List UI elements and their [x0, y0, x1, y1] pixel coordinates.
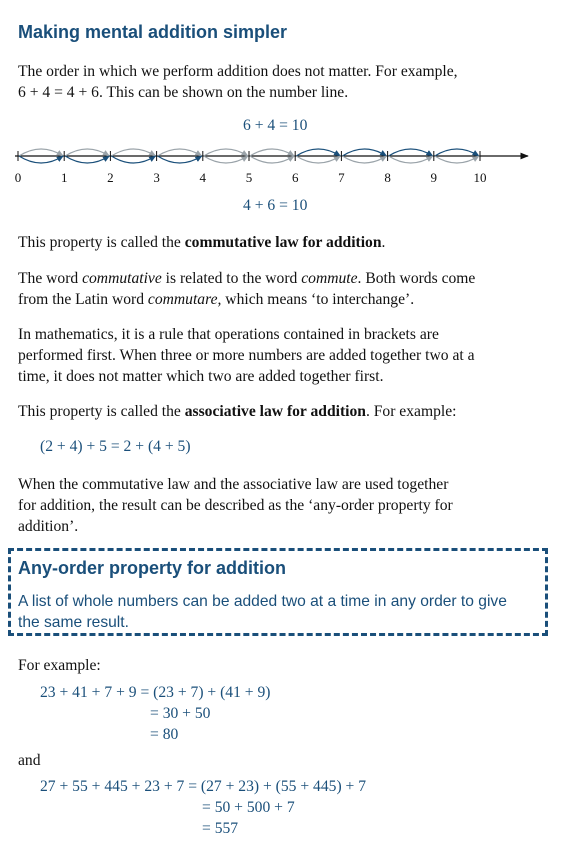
example2-line-1: 27 + 55 + 445 + 23 + 7 = (27 + 23) + (55 + 445) + 7 [40, 778, 367, 795]
and-word: and [18, 752, 41, 769]
associative-prefix: This property is called the [18, 403, 185, 420]
tick-label: 7 [338, 170, 345, 185]
page-title: Making mental addition simpler [18, 22, 288, 42]
commutative-prefix: This property is called the [18, 234, 185, 251]
example1-line-2: = 30 + 50 [150, 705, 211, 722]
associative-sentence [18, 401, 548, 422]
tick-label: 1 [60, 170, 68, 185]
example1-line-1: 23 + 41 + 7 + 9 = (23 + 7) + (41 + 9) [40, 684, 271, 701]
tick-label: 9 [430, 170, 438, 185]
hop-arrow-6 [342, 156, 386, 163]
any-order-line-2: for addition, the result can be described as the ‘any-order property for [18, 497, 453, 514]
definition-line-2: the same result. [18, 614, 129, 631]
number-line-diagram [0, 138, 571, 193]
hop-arrow-4 [389, 149, 433, 156]
definition-text [18, 591, 507, 633]
hop-arrow-6 [250, 149, 294, 156]
etymology-text: The word [18, 270, 83, 287]
tick-label: 0 [14, 170, 22, 185]
hop-arrow-6 [204, 149, 248, 156]
hop-arrow-6 [65, 149, 109, 156]
intro-line-1: The order in which we perform addition does not matter. For example, [18, 63, 458, 80]
etymology-paragraph [18, 268, 548, 310]
definition-box [8, 548, 548, 636]
hop-arrow-4 [111, 156, 155, 163]
any-order-paragraph [18, 474, 548, 537]
any-order-line-1: When the commutative law and the associative law are used together [18, 476, 449, 493]
commutative-term: commutative law for addition [184, 234, 382, 251]
number-line-bottom-equation: 4 + 6 = 10 [243, 197, 308, 214]
brackets-line-3: time, it does not matter which two are added together first. [18, 368, 384, 385]
etymology-text: . Both words come [357, 270, 476, 287]
example2-line-3: = 557 [202, 820, 239, 837]
definition-title: Any-order property for addition [18, 558, 287, 578]
hop-arrow-6 [435, 156, 479, 163]
hop-arrow-4 [19, 156, 63, 163]
for-example-label: For example: [18, 657, 101, 674]
example1-line-3: = 80 [150, 726, 179, 743]
tick-label: 2 [107, 170, 114, 185]
tick-label: 5 [245, 170, 253, 185]
intro-paragraph [18, 61, 548, 103]
associative-term: associative law for addition [184, 403, 366, 420]
intro-line-2: 6 + 4 = 4 + 6. This can be shown on the number line. [18, 84, 349, 101]
etymology-line-1 [18, 268, 548, 289]
commutative-sentence [18, 232, 548, 253]
hop-arrow-6 [19, 149, 63, 156]
etymology-text: is related to the word [161, 270, 302, 287]
brackets-line-1: In mathematics, it is a rule that operations contained in brackets are [18, 326, 439, 343]
brackets-line-2: performed first. When three or more numbers are added together two at a [18, 347, 475, 364]
hop-arrow-4 [435, 149, 479, 156]
hop-arrow-4 [296, 149, 340, 156]
tick-label: 3 [153, 170, 160, 185]
etymology-italic-commutative: commutative [82, 270, 162, 287]
etymology-text: from the Latin word [18, 291, 148, 308]
hop-arrow-4 [65, 156, 109, 163]
associative-example: (2 + 4) + 5 = 2 + (4 + 5) [40, 438, 191, 455]
commutative-suffix: . [381, 234, 386, 251]
tick-label: 8 [384, 170, 391, 185]
hop-arrow-6 [111, 149, 155, 156]
brackets-paragraph [18, 324, 548, 387]
tick-label: 10 [473, 170, 487, 185]
etymology-line-2 [18, 289, 548, 310]
etymology-text: which means ‘to interchange’. [221, 291, 415, 308]
hop-arrow-6 [158, 149, 202, 156]
tick-label: 6 [291, 170, 299, 185]
associative-suffix: . For example: [365, 403, 457, 420]
definition-line-1: A list of whole numbers can be added two at a time in any order to give [18, 593, 507, 610]
hop-arrow-6 [250, 156, 294, 163]
number-line-top-equation: 6 + 4 = 10 [243, 117, 308, 134]
etymology-italic-commute: commute [301, 270, 358, 287]
example2-line-2: = 50 + 500 + 7 [202, 799, 295, 816]
hop-arrow-6 [296, 156, 340, 163]
hop-arrow-6 [389, 156, 433, 163]
hop-arrow-6 [204, 156, 248, 163]
any-order-line-3: addition’. [18, 518, 79, 535]
tick-label: 4 [199, 170, 207, 185]
hop-arrow-4 [158, 156, 202, 163]
number-line-labels [15, 170, 487, 185]
etymology-italic-commutare: commutare, [147, 291, 222, 308]
hop-arrow-4 [342, 149, 386, 156]
